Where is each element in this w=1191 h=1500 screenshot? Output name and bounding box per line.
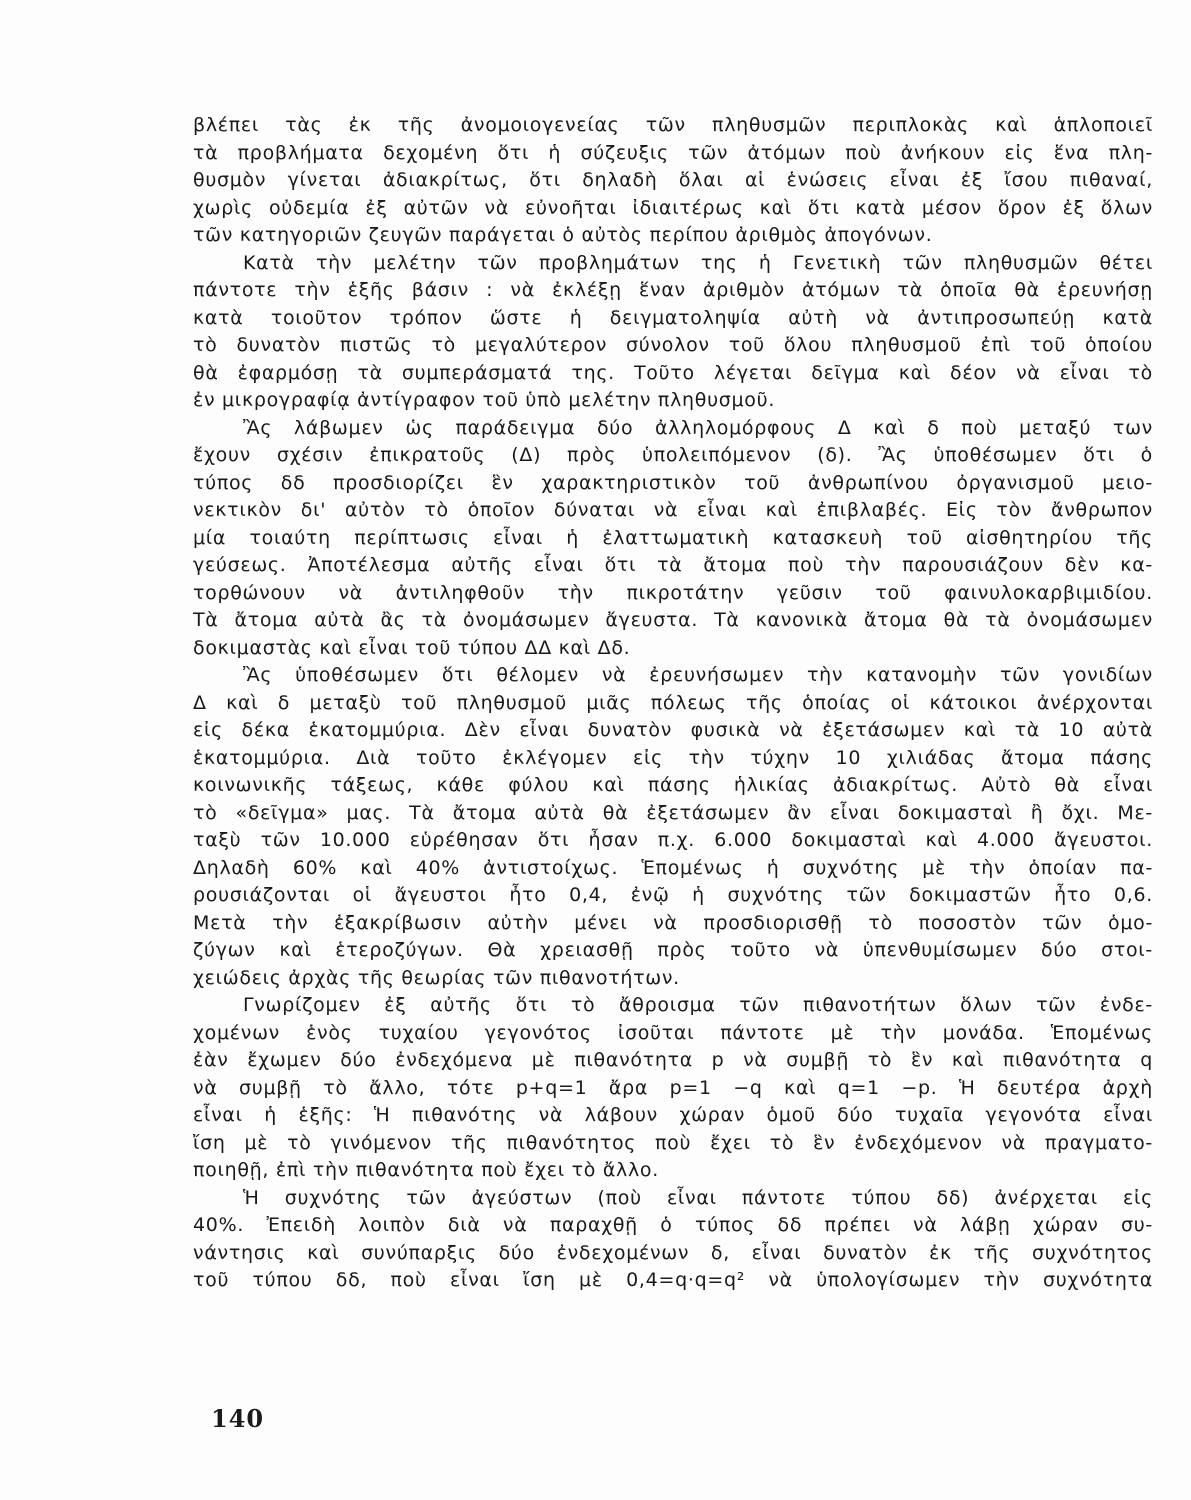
paragraph-5 [193, 992, 1153, 1185]
text-line: Δηλαδὴ 60% καὶ 40% ἀντιστοίχως. Ἑπομένως ἡ συχνότης μὲ τὴν ὁποίαν πα- [193, 856, 1153, 879]
text-line: γεύσεως. Ἀποτέλεσμα αὐτῆς εἶναι ὅτι τὰ ἄτομα ποὺ τὴν παρουσιάζουν δὲν κα- [193, 554, 1153, 576]
text-line: χειώδεις ἀρχὰς τῆς θεωρίας τῶν πιθανοτήτων. [193, 966, 680, 989]
text-line: κοινωνικῆς τάξεως, κάθε φύλου καὶ πάσης ἡλικίας ἀδιακρίτως. Αὐτὸ θὰ εἶναι [193, 774, 1153, 796]
text-line: ταξὺ τῶν 10.000 εὑρέθησαν ὅτι ἦσαν π.χ. 6.000 δοκιμασταὶ καὶ 4.000 ἄγευστοι. [193, 829, 1153, 851]
paragraph-2 [193, 250, 1153, 415]
text-line: ἐὰν ἔχωμεν δύο ἐνδεχόμενα μὲ πιθανότητα p νὰ συμβῇ τὸ ἓν καὶ πιθανότητα q [193, 1049, 1153, 1071]
paragraph-4 [193, 662, 1153, 992]
body-text [193, 112, 1153, 1295]
text-line: νεκτικὸν δι' αὐτὸν τὸ ὁποῖον δύναται νὰ εἶναι καὶ ἐπιβλαβές. Εἰς τὸν ἄνθρωπον [193, 499, 1153, 521]
text-line: ρουσιάζονται οἱ ἄγευστοι ἦτο 0,4, ἐνῷ ἡ συχνότης τῶν δοκιμαστῶν ἦτο 0,6. [193, 884, 1153, 906]
text-line: Ἂς λάβωμεν ὡς παράδειγμα δύο ἀλληλομόρφους Δ καὶ δ ποὺ μεταξύ των [243, 416, 1153, 439]
text-line: ἔχουν σχέσιν ἐπικρατοῦς (Δ) πρὸς ὑπολειπόμενον (δ). Ἂς ὑποθέσωμεν ὅτι ὁ [193, 444, 1153, 466]
text-line: Γνωρίζομεν ἐξ αὐτῆς ὅτι τὸ ἄθροισμα τῶν πιθανοτήτων ὅλων τῶν ἐνδε- [243, 994, 1153, 1016]
text-line: τοῦ τύπου δδ, ποὺ εἶναι ἴση μὲ 0,4=q·q=q² νὰ ὑπολογίσωμεν τὴν συχνότητα [193, 1269, 1153, 1291]
text-line: θυσμὸν γίνεται ἀδιακρίτως, ὅτι δηλαδὴ ὅλαι αἱ ἑνώσεις εἶναι ἐξ ἴσου πιθαναί, [193, 169, 1153, 191]
text-line: τὸ δυνατὸν πιστῶς τὸ μεγαλύτερον σύνολον τοῦ ὅλου πληθυσμοῦ ἐπὶ τοῦ ὁποίου [193, 334, 1153, 356]
text-line: ζύγων καὶ ἑτεροζύγων. Θὰ χρειασθῇ πρὸς τοῦτο νὰ ὑπενθυμίσωμεν δύο στοι- [193, 939, 1153, 961]
text-line: ἐν μικρογραφίᾳ ἀντίγραφον τοῦ ὑπὸ μελέτην πληθυσμοῦ. [193, 389, 776, 411]
text-line: βλέπει τὰς ἐκ τῆς ἀνομοιογενείας τῶν πληθυσμῶν περιπλοκὰς καὶ ἁπλοποιεῖ [193, 114, 1153, 136]
paragraph-1 [193, 112, 1153, 250]
text-line: 40%. Ἐπειδὴ λοιπὸν διὰ νὰ παραχθῇ ὁ τύπος δδ πρέπει νὰ λάβῃ χώραν συ- [193, 1214, 1153, 1236]
text-line: εἰς δέκα ἑκατομμύρια. Δὲν εἶναι δυνατὸν φυσικὰ νὰ ἐξετάσωμεν καὶ τὰ 10 αὐτὰ [193, 719, 1153, 741]
text-line: τῶν κατηγοριῶν ζευγῶν παράγεται ὁ αὐτὸς περίπου ἀριθμὸς ἀπογόνων. [193, 224, 933, 246]
text-line: ποιηθῇ, ἐπὶ τὴν πιθανότητα ποὺ ἔχει τὸ ἄλλο. [193, 1159, 659, 1181]
text-line: πάντοτε τὴν ἑξῆς βάσιν : νὰ ἐκλέξῃ ἕναν ἀριθμὸν ἀτόμων τὰ ὁποῖα θὰ ἐρευνήσῃ [193, 279, 1153, 301]
text-line: ἑκατομμύρια. Διὰ τοῦτο ἐκλέγομεν εἰς τὴν τύχην 10 χιλιάδας ἄτομα πάσης [193, 746, 1153, 769]
text-line: τὰ προβλήματα δεχομένη ὅτι ἡ σύζευξις τῶν ἀτόμων ποὺ ἀνήκουν εἰς ἕνα πλη- [193, 141, 1153, 164]
text-line: δοκιμαστὰς καὶ εἶναι τοῦ τύπου ΔΔ καὶ Δδ. [193, 636, 631, 659]
text-line: μία τοιαύτη περίπτωσις εἶναι ἡ ἐλαττωματικὴ κατασκευὴ τοῦ αἰσθητηρίου τῆς [193, 526, 1153, 549]
text-line: ἴση μὲ τὸ γινόμενον τῆς πιθανότητος ποὺ ἔχει τὸ ἓν ἐνδεχόμενον νὰ πραγματο- [193, 1131, 1153, 1154]
text-line: κατὰ τοιοῦτον τρόπον ὥστε ἡ δειγματοληψία αὐτὴ νὰ ἀντιπροσωπεύῃ κατὰ [193, 306, 1153, 329]
text-line: χωρὶς οὐδεμία ἐξ αὐτῶν νὰ εὐνοῆται ἰδιαιτέρως καὶ ὅτι κατὰ μέσον ὅρον ἐξ ὅλων [193, 196, 1153, 219]
text-line: Δ καὶ δ μεταξὺ τοῦ πληθυσμοῦ μιᾶς πόλεως τῆς ὁποίας οἱ κάτοικοι ἀνέρχονται [193, 691, 1153, 714]
text-line: εἶναι ἡ ἑξῆς: Ἡ πιθανότης νὰ λάβουν χώραν ὁμοῦ δύο τυχαῖα γεγονότα εἶναι [193, 1104, 1153, 1126]
text-line: τύπος δδ προσδιορίζει ἓν χαρακτηριστικὸν τοῦ ἀνθρωπίνου ὀργανισμοῦ μειο- [193, 471, 1153, 494]
text-line: χομένων ἑνὸς τυχαίου γεγονότος ἰσοῦται πάντοτε μὲ τὴν μονάδα. Ἑπομένως [193, 1021, 1153, 1044]
text-line: Μετὰ τὴν ἐξακρίβωσιν αὐτὴν μένει νὰ προσδιορισθῇ τὸ ποσοστὸν τῶν ὁμο- [193, 911, 1153, 934]
text-line: νάντησις καὶ συνύπαρξις δύο ἐνδεχομένων δ, εἶναι δυνατὸν ἐκ τῆς συχνότητος [193, 1241, 1153, 1264]
text-line: τὸ «δεῖγμα» μας. Τὰ ἄτομα αὐτὰ θὰ ἐξετάσωμεν ἂν εἶναι δοκιμασταὶ ἢ ὄχι. Με- [193, 801, 1153, 824]
text-line: Ἂς ὑποθέσωμεν ὅτι θέλομεν νὰ ἐρευνήσωμεν τὴν κατανομὴν τῶν γονιδίων [243, 664, 1153, 686]
text-line: Ἡ συχνότης τῶν ἀγεύστων (ποὺ εἶναι πάντοτε τύπου δδ) ἀνέρχεται εἰς [243, 1186, 1153, 1209]
text-line: Τὰ ἄτομα αὐτὰ ἂς τὰ ὀνομάσωμεν ἄγευστα. Τὰ κανονικὰ ἄτομα θὰ τὰ ὀνομάσωμεν [193, 609, 1153, 631]
text-line: νὰ συμβῇ τὸ ἄλλο, τότε p+q=1 ἄρα p=1 −q καὶ q=1 −p. Ἡ δευτέρα ἀρχὴ [193, 1076, 1153, 1099]
paragraph-3 [193, 415, 1153, 663]
page-number: 140 [211, 1404, 265, 1433]
paragraph-6 [193, 1185, 1153, 1295]
text-line: Κατὰ τὴν μελέτην τῶν προβλημάτων της ἡ Γενετικὴ τῶν πληθυσμῶν θέτει [243, 251, 1153, 274]
text-line: τορθώνουν νὰ ἀντιληφθοῦν τὴν πικροτάτην γεῦσιν τοῦ φαινυλοκαρβιμιδίου. [193, 581, 1153, 604]
text-line: θὰ ἐφαρμόσῃ τὰ συμπεράσματά της. Τοῦτο λέγεται δεῖγμα καὶ δέον νὰ εἶναι τὸ [193, 361, 1153, 384]
